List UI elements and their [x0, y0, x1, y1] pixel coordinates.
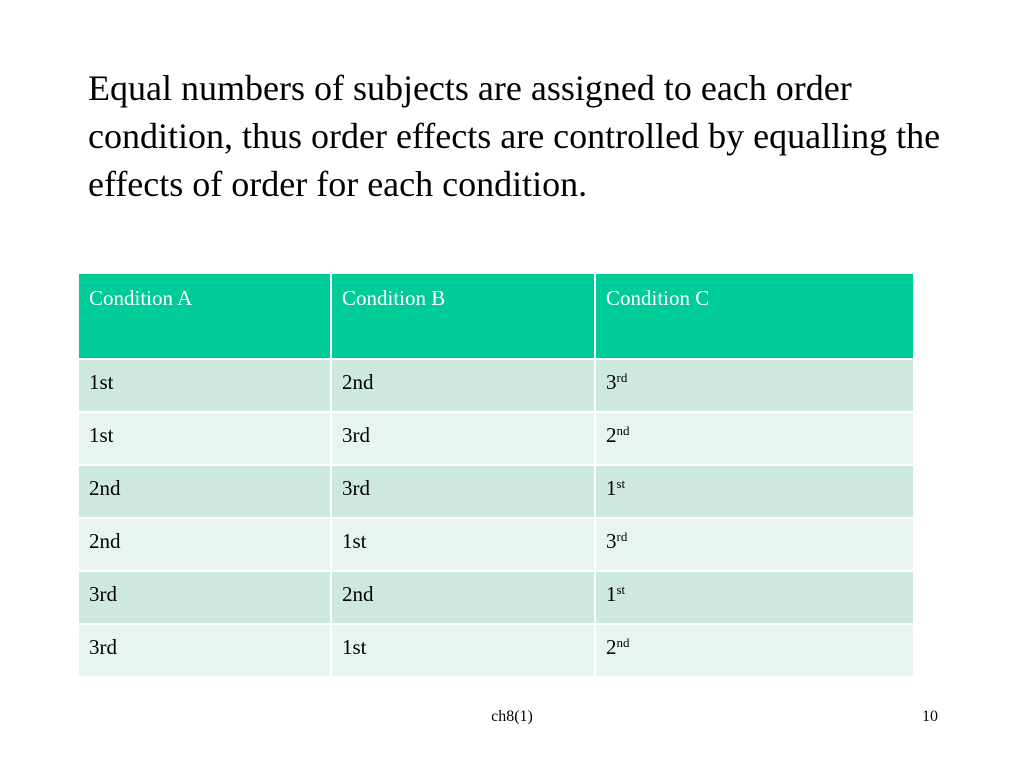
table-cell: 2nd — [331, 359, 595, 412]
table-cell: 1st — [595, 465, 914, 518]
table-cell: 3rd — [595, 518, 914, 571]
table-row — [78, 624, 914, 677]
table-cell: 1st — [595, 571, 914, 624]
page-number: 10 — [922, 708, 938, 725]
table-header-row — [78, 273, 914, 359]
header-condition-c: Condition C — [595, 273, 914, 359]
table-cell: 2nd — [595, 624, 914, 677]
table-cell: 3rd — [78, 571, 331, 624]
table-cell: 1st — [331, 624, 595, 677]
table-row — [78, 359, 914, 412]
table-row — [78, 571, 914, 624]
table-cell: 3rd — [78, 624, 331, 677]
table-cell: 1st — [331, 518, 595, 571]
table-cell: 2nd — [78, 465, 331, 518]
table-row — [78, 518, 914, 571]
header-condition-a: Condition A — [78, 273, 331, 359]
table-cell: 2nd — [78, 518, 331, 571]
table-cell: 3rd — [331, 412, 595, 465]
header-condition-b: Condition B — [331, 273, 595, 359]
order-conditions-table — [77, 272, 915, 678]
table-row — [78, 465, 914, 518]
footer-chapter-label: ch8(1) — [491, 708, 533, 725]
table-cell: 1st — [78, 412, 331, 465]
table-cell: 3rd — [331, 465, 595, 518]
table-cell: 2nd — [595, 412, 914, 465]
table-cell: 2nd — [331, 571, 595, 624]
table-row — [78, 412, 914, 465]
table-cell: 3rd — [595, 359, 914, 412]
table-cell: 1st — [78, 359, 331, 412]
slide-body-text: Equal numbers of subjects are assigned to each order condition, thus order effects are controlled by equalling the effects of order for each condition. — [88, 68, 941, 204]
